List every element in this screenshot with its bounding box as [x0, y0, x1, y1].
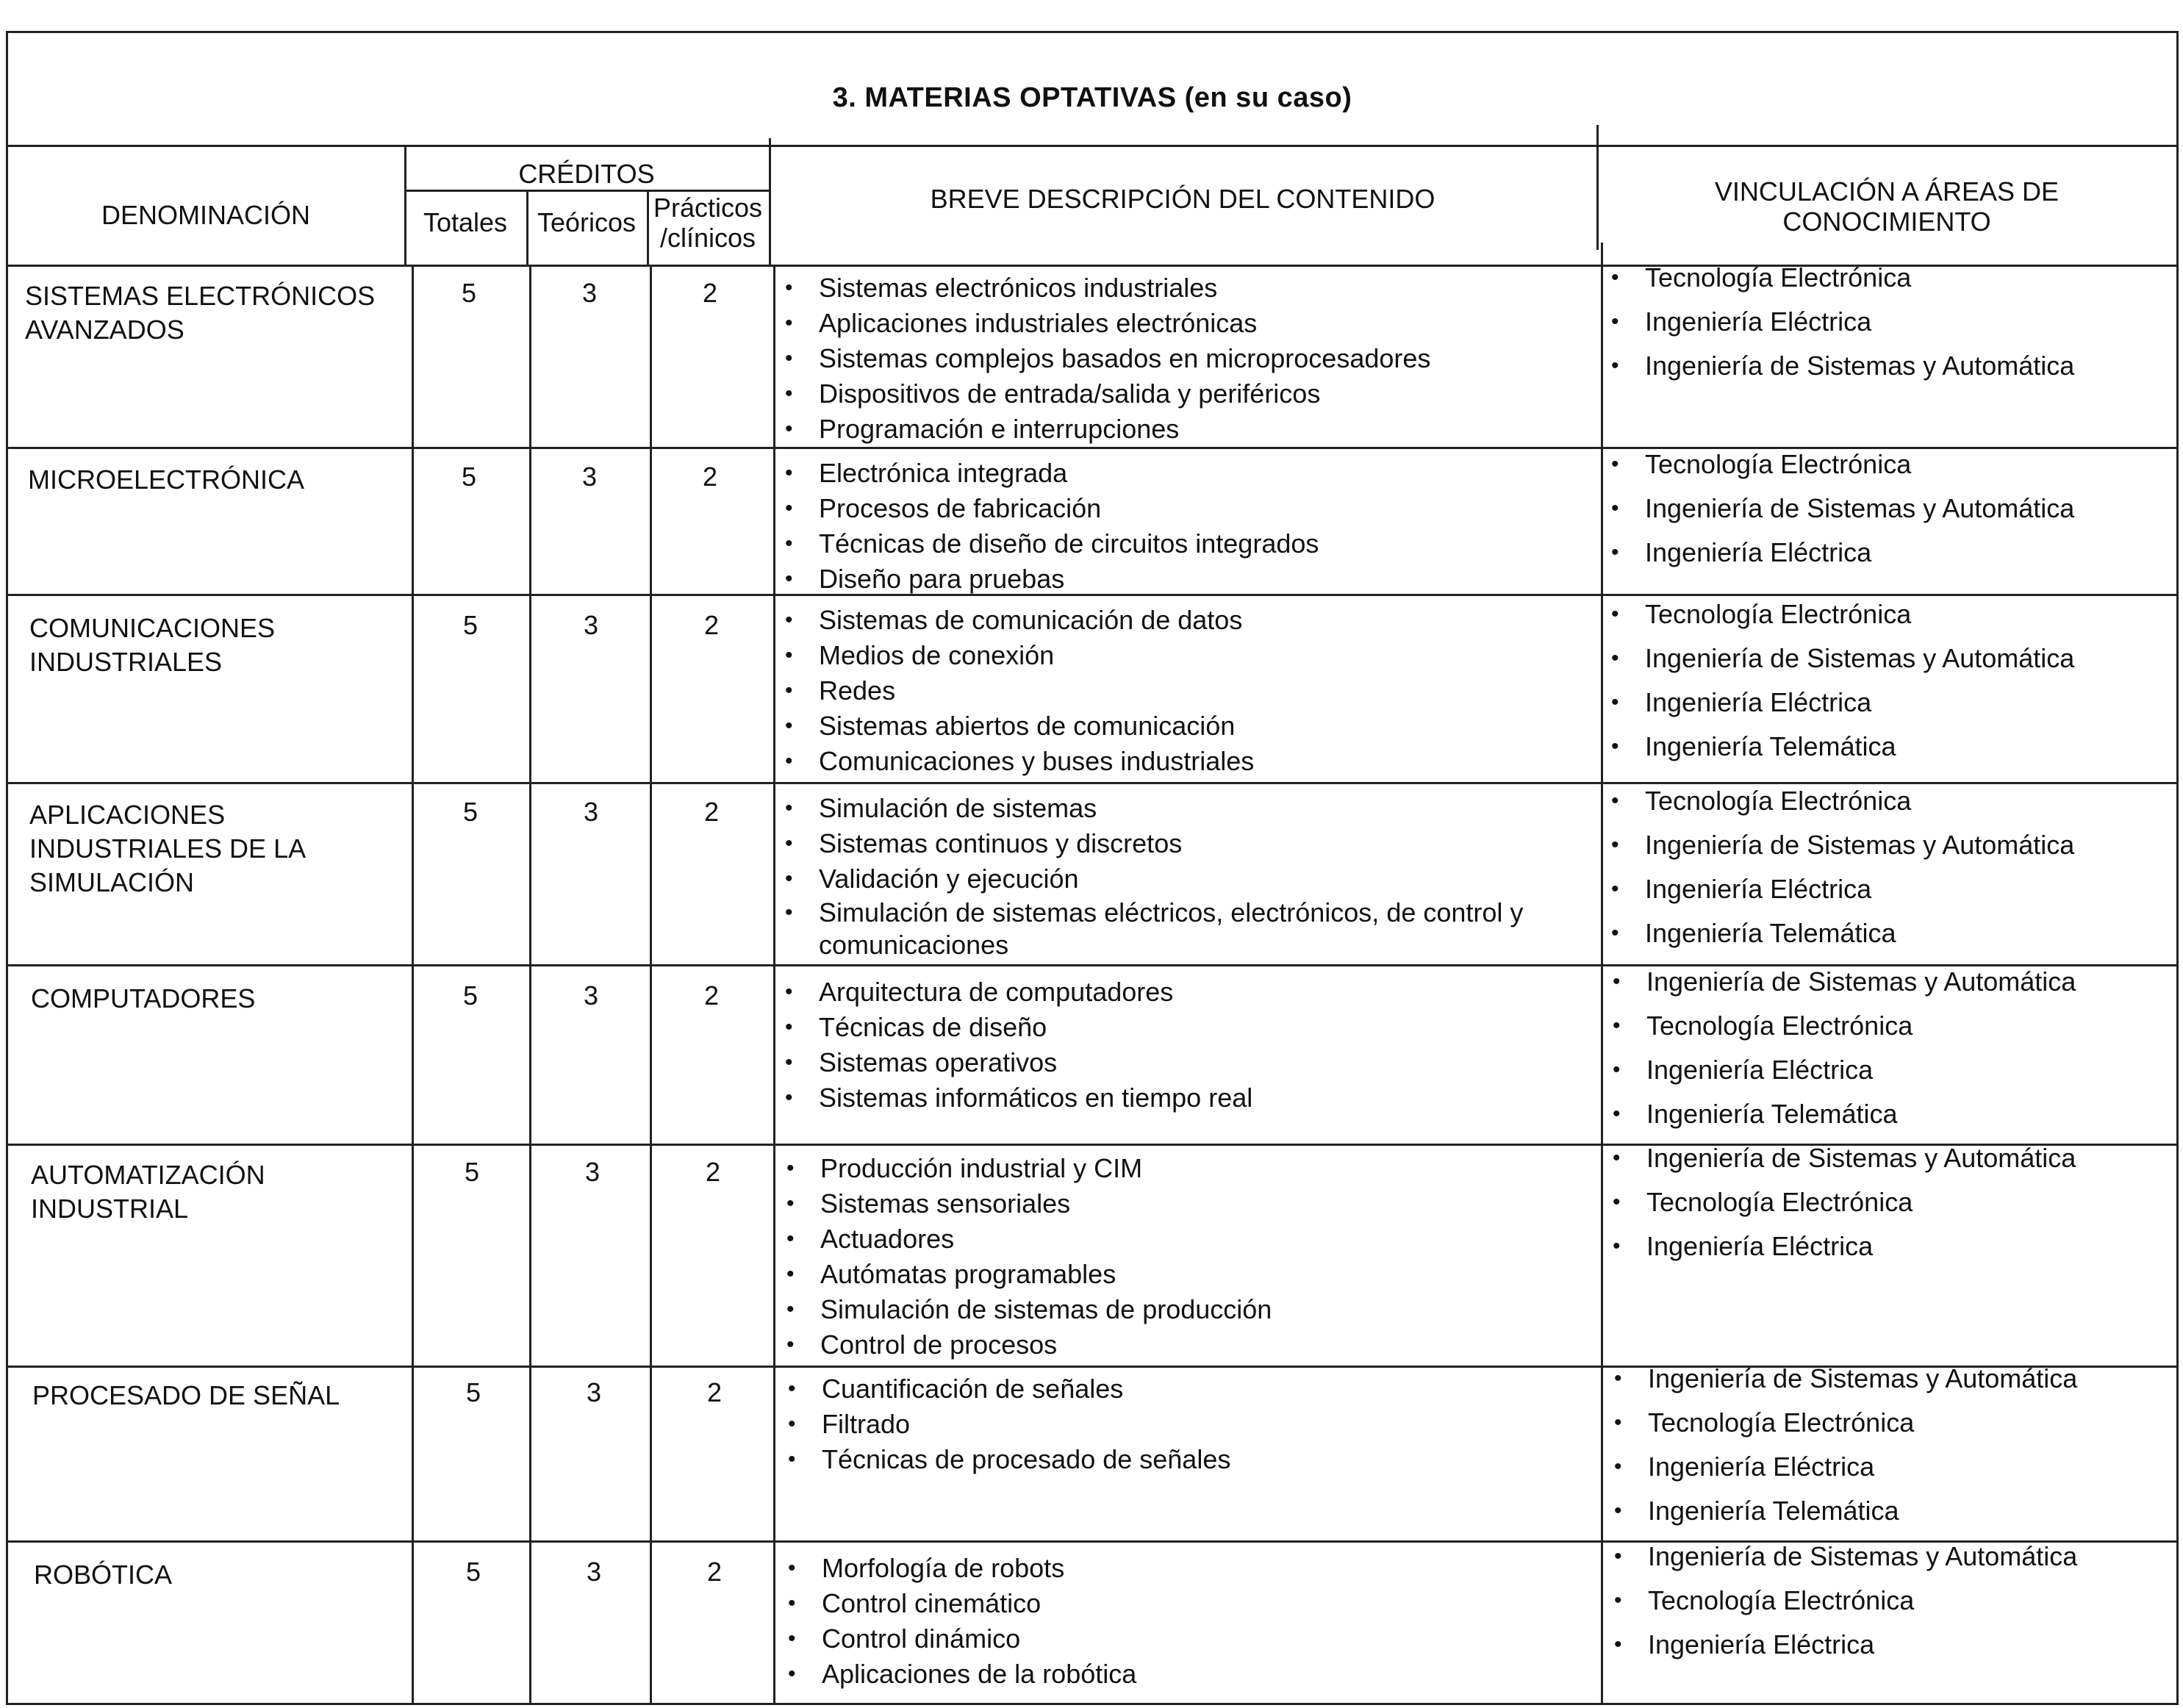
list-item: • Ingeniería Eléctrica	[1608, 1445, 2174, 1489]
list-item: • Tecnología Electrónica	[1605, 779, 2171, 823]
list-item: • Actuadores	[781, 1221, 1589, 1257]
page-title: 3. MATERIAS OPTATIVAS (en su caso)	[832, 82, 1352, 113]
row-practicos: 2	[703, 610, 720, 640]
row-areas	[1607, 1136, 2173, 1269]
list-item: • Dispositivos de entrada/salida y periféricos	[779, 376, 1588, 412]
list-item: • Tecnología Electrónica	[1607, 1180, 2173, 1224]
row-totales: 5	[462, 610, 478, 640]
row-teoricos: 3	[583, 610, 599, 640]
list-item: • Simulación de sistemas eléctricos, electrónicos, de control y comunicaciones	[779, 897, 1595, 961]
row-denominacion: COMPUTADORES	[31, 983, 256, 1013]
list-item: • Diseño para pruebas	[779, 561, 1588, 597]
row-teoricos: 3	[583, 797, 599, 827]
list-item: • Validación y ejecución	[779, 861, 1595, 897]
list-item: • Aplicaciones de la robótica	[782, 1657, 1591, 1692]
row-practicos: 2	[703, 797, 720, 827]
list-item: • Redes	[779, 673, 1588, 708]
header-practicos: Prácticos /clínicos	[653, 193, 763, 254]
list-item: • Tecnología Electrónica	[1608, 1579, 2174, 1623]
list-item: • Ingeniería Eléctrica	[1605, 867, 2171, 911]
list-item: • Ingeniería Telemática	[1605, 911, 2171, 955]
row-totales: 5	[465, 1377, 481, 1407]
list-item: • Control dinámico	[782, 1621, 1591, 1657]
list-item: • Sistemas complejos basados en microprocesadores	[779, 341, 1588, 376]
list-item: • Tecnología Electrónica	[1605, 442, 2171, 487]
header-descripcion: BREVE DESCRIPCIÓN DEL CONTENIDO	[930, 184, 1435, 214]
list-item: • Ingeniería Eléctrica	[1607, 1224, 2173, 1269]
list-item: • Ingeniería Eléctrica	[1608, 1623, 2174, 1667]
column-divider	[773, 265, 775, 1705]
row-totales: 5	[462, 980, 478, 1011]
list-item: • Programación e interrupciones	[779, 412, 1588, 447]
row-descripcion	[779, 456, 1588, 597]
list-item: • Arquitectura de computadores	[779, 975, 1588, 1010]
list-item: • Producción industrial y CIM	[781, 1151, 1589, 1186]
row-descripcion	[779, 603, 1588, 779]
row-denominacion: AUTOMATIZACIÓN INDUSTRIAL	[31, 1160, 265, 1224]
header-teoricos: Teóricos	[537, 207, 637, 237]
list-item: • Sistemas de comunicación de datos	[779, 603, 1588, 638]
header-vinculacion: VINCULACIÓN A ÁREAS DE CONOCIMIENTO	[1714, 176, 2060, 237]
row-totales: 5	[462, 797, 478, 827]
list-item: • Técnicas de diseño	[779, 1010, 1588, 1045]
list-item: • Sistemas abiertos de comunicación	[779, 708, 1588, 744]
list-item: • Ingeniería de Sistemas y Automática	[1607, 960, 2173, 1004]
column-divider	[529, 265, 531, 1705]
header-totales: Totales	[423, 207, 508, 237]
row-teoricos: 3	[584, 1157, 601, 1187]
row-descripcion	[782, 1371, 1591, 1477]
row-areas	[1605, 442, 2171, 575]
list-item: • Tecnología Electrónica	[1605, 256, 2171, 300]
list-item: • Tecnología Electrónica	[1607, 1004, 2173, 1048]
list-item: • Aplicaciones industriales electrónicas	[779, 306, 1588, 341]
row-teoricos: 3	[581, 278, 598, 308]
list-item: • Sistemas operativos	[779, 1045, 1588, 1080]
list-item: • Control de procesos	[781, 1327, 1589, 1363]
column-divider	[650, 265, 652, 1705]
list-item: • Ingeniería de Sistemas y Automática	[1605, 344, 2171, 388]
list-item: • Tecnología Electrónica	[1608, 1401, 2174, 1445]
row-areas	[1607, 960, 2173, 1136]
row-denominacion: COMUNICACIONES INDUSTRIALES	[29, 613, 276, 677]
list-item: • Filtrado	[782, 1407, 1591, 1442]
list-item: • Ingeniería Eléctrica	[1605, 531, 2171, 575]
row-descripcion	[779, 791, 1595, 961]
row-teoricos: 3	[586, 1377, 602, 1407]
row-practicos: 2	[706, 1377, 723, 1407]
row-totales: 5	[461, 462, 477, 492]
row-areas	[1605, 592, 2171, 769]
list-item: • Sistemas electrónicos industriales	[779, 270, 1588, 306]
list-item: • Técnicas de procesado de señales	[782, 1442, 1591, 1477]
list-item: • Sistemas sensoriales	[781, 1186, 1589, 1221]
row-descripcion	[781, 1151, 1589, 1363]
row-descripcion	[782, 1551, 1591, 1692]
list-item: • Sistemas continuos y discretos	[779, 826, 1595, 861]
row-practicos: 2	[702, 462, 718, 492]
list-item: • Técnicas de diseño de circuitos integrados	[779, 526, 1588, 561]
list-item: • Morfología de robots	[782, 1551, 1591, 1586]
list-item: • Comunicaciones y buses industriales	[779, 744, 1588, 779]
row-teoricos: 3	[583, 980, 599, 1011]
list-item: • Ingeniería Eléctrica	[1605, 300, 2171, 344]
list-item: • Ingeniería Telemática	[1608, 1489, 2174, 1533]
row-denominacion: MICROELECTRÓNICA	[28, 464, 305, 495]
list-item: • Ingeniería Eléctrica	[1607, 1048, 2173, 1092]
row-practicos: 2	[703, 980, 720, 1011]
row-denominacion: SISTEMAS ELECTRÓNICOS AVANZADOS	[25, 281, 376, 345]
row-totales: 5	[464, 1157, 480, 1187]
list-item: • Medios de conexión	[779, 638, 1588, 673]
row-areas	[1605, 256, 2171, 388]
row-denominacion: PROCESADO DE SEÑAL	[32, 1380, 340, 1410]
list-item: • Ingeniería de Sistemas y Automática	[1608, 1535, 2174, 1579]
header-creditos: CRÉDITOS	[518, 159, 655, 189]
list-item: • Ingeniería de Sistemas y Automática	[1607, 1136, 2173, 1180]
row-totales: 5	[465, 1557, 481, 1587]
title-bar	[6, 31, 2179, 147]
row-totales: 5	[461, 278, 477, 308]
list-item: • Tecnología Electrónica	[1605, 592, 2171, 636]
row-teoricos: 3	[586, 1557, 602, 1587]
row-practicos: 2	[702, 278, 718, 308]
row-practicos: 2	[706, 1557, 723, 1587]
row-practicos: 2	[705, 1157, 721, 1187]
list-item: • Ingeniería de Sistemas y Automática	[1605, 823, 2171, 867]
list-item: • Electrónica integrada	[779, 456, 1588, 491]
row-descripcion	[779, 975, 1588, 1116]
list-item: • Ingeniería Telemática	[1605, 725, 2171, 769]
list-item: • Ingeniería Telemática	[1607, 1092, 2173, 1136]
list-item: • Control cinemático	[782, 1586, 1591, 1621]
list-item: • Simulación de sistemas	[779, 791, 1595, 826]
list-item: • Sistemas informáticos en tiempo real	[779, 1080, 1588, 1116]
list-item: • Ingeniería de Sistemas y Automática	[1608, 1357, 2174, 1401]
list-item: • Ingeniería de Sistemas y Automática	[1605, 487, 2171, 531]
row-areas	[1608, 1535, 2174, 1667]
list-item: • Autómatas programables	[781, 1257, 1589, 1292]
list-item: • Simulación de sistemas de producción	[781, 1292, 1589, 1327]
row-areas	[1605, 779, 2171, 955]
list-item: • Ingeniería de Sistemas y Automática	[1605, 636, 2171, 681]
row-denominacion: ROBÓTICA	[34, 1560, 173, 1590]
list-item: • Ingeniería Eléctrica	[1605, 681, 2171, 725]
list-item: • Procesos de fabricación	[779, 491, 1588, 526]
column-divider	[1601, 243, 1603, 1705]
header-denominacion: DENOMINACIÓN	[101, 200, 310, 230]
list-item: • Cuantificación de señales	[782, 1371, 1591, 1407]
row-descripcion	[779, 270, 1588, 447]
row-teoricos: 3	[581, 462, 598, 492]
row-denominacion: APLICACIONES INDUSTRIALES DE LA SIMULACIÓN	[29, 800, 307, 897]
row-areas	[1608, 1357, 2174, 1533]
creditos-underline	[404, 190, 769, 192]
